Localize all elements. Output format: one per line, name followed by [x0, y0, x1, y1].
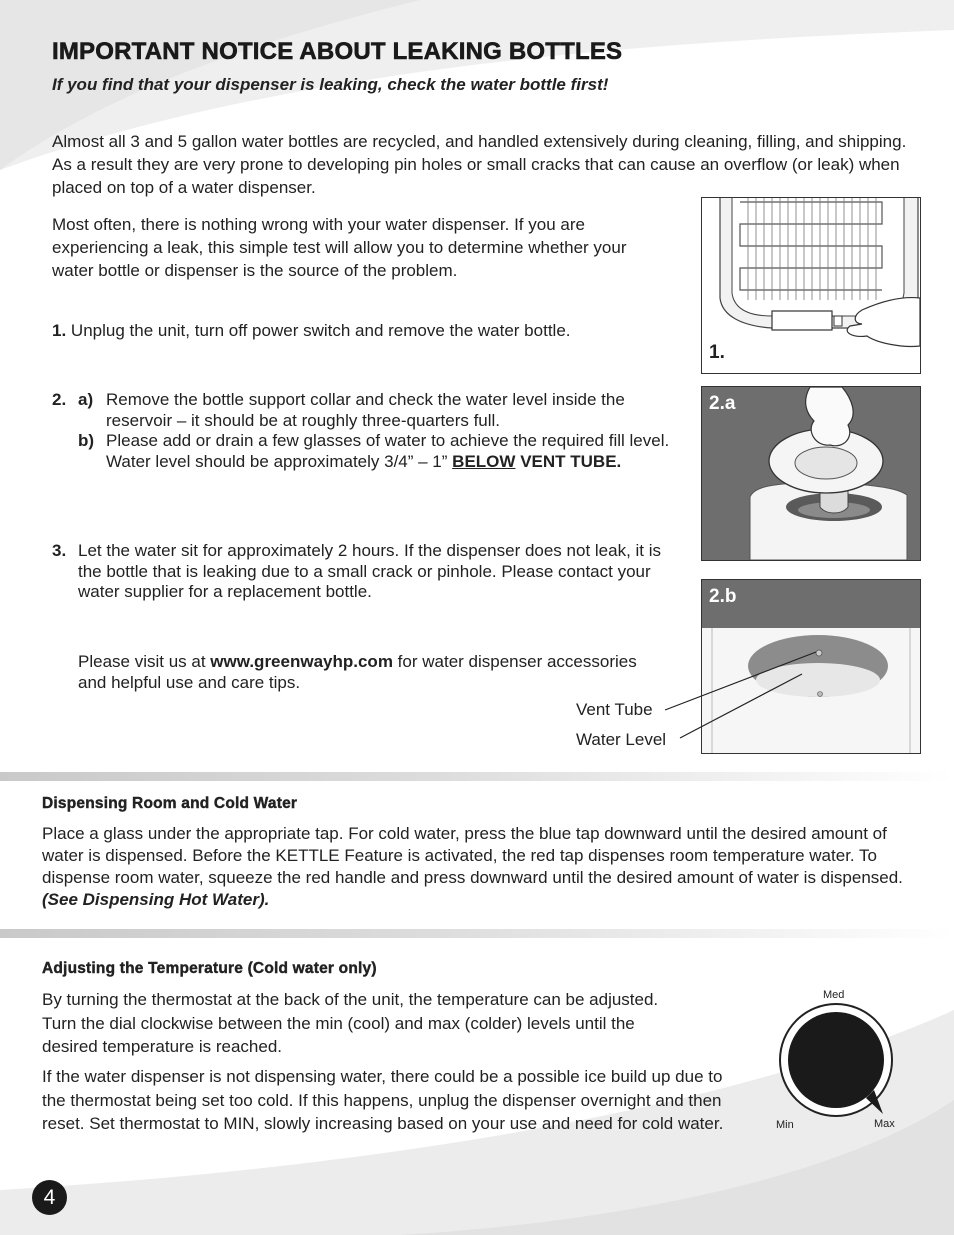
figure-2a-label: 2.a: [709, 393, 736, 414]
figure-2a-remove-collar: [701, 386, 921, 561]
page-title: IMPORTANT NOTICE ABOUT LEAKING BOTTLES: [52, 38, 623, 65]
step-3-number: 3.: [52, 541, 67, 560]
step-2-number: 2.: [52, 390, 67, 409]
step-1-text: Unplug the unit, turn off power switch and remove the water bottle.: [70, 321, 571, 340]
intro-paragraph: Almost all 3 and 5 gallon water bottles are recycled, and handled extensively during cleaning, filling, and shipping. As a result they are very prone to developing pin holes or small cracks that can cause an overflow (or leak) when placed on top of a water dispenser.: [52, 132, 907, 197]
dial-max-label: Max: [874, 1118, 895, 1130]
page-number: 4: [32, 1180, 67, 1215]
step-2b-label: b): [78, 431, 95, 450]
step-2a-text: Remove the bottle support collar and check the water level inside the reservoir – it should be at roughly three-quarters full.: [106, 390, 625, 430]
step-2b-text: Please add or drain a few glasses of water to achieve the required fill level. Water level should be approximately 3/4” – 1” BELOW VENT TUBE.: [106, 431, 670, 471]
callout-lines: [660, 640, 830, 750]
vent-tube-emphasis: VENT TUBE.: [520, 451, 622, 471]
step-1-number: 1.: [52, 321, 67, 340]
step-3-text: Let the water sit for approximately 2 hours. If the dispenser does not leak, it is the bottle that is leaking due to a small crack or pinhole. Please contact your water supplier for a replacement bottle.: [78, 541, 662, 601]
dispensing-body: Place a glass under the appropriate tap. For cold water, press the blue tap downward until the desired amount of water is dispensed. Before the KETTLE Feature is activated, the red tap dispenses room temperature water. To dispense room water, squeeze the red handle and press downward until the desired amount of water is dispensed. (See Dispensing Hot Water).: [42, 824, 903, 909]
page-subtitle: If you find that your dispenser is leaking, check the water bottle first!: [52, 75, 609, 94]
vent-tube-callout: Vent Tube: [576, 700, 653, 719]
figure-1-unplug: [701, 197, 921, 374]
adjusting-para-1: By turning the thermostat at the back of the unit, the temperature can be adjusted. Turn the dial clockwise between the min (cool) and max (colder) levels until the desired temperature is reached.: [42, 990, 659, 1056]
figure-2b-label: 2.b: [709, 586, 737, 607]
dial-med-label: Med: [823, 989, 845, 1001]
section-divider-2: [0, 929, 954, 938]
water-level-callout: Water Level: [576, 730, 667, 749]
dial-min-label: Min: [776, 1119, 794, 1131]
step-2a-label: a): [78, 390, 94, 409]
dispenser-back-illustration: [702, 198, 920, 373]
thermostat-dial: [770, 1000, 910, 1125]
website-link[interactable]: www.greenwayhp.com: [210, 652, 393, 671]
section-divider-1: [0, 772, 954, 781]
adjusting-heading: Adjusting the Temperature (Cold water only): [42, 960, 377, 977]
below-emphasis: BELOW: [452, 451, 516, 471]
test-intro-paragraph: Most often, there is nothing wrong with your water dispenser. If you are experiencing a leak, this simple test will allow you to determine whether your water bottle or dispenser is the source of the problem.: [52, 215, 627, 280]
see-hot-water-reference: (See Dispensing Hot Water).: [42, 890, 270, 909]
step-1: [52, 319, 672, 342]
adjusting-para-2: If the water dispenser is not dispensing water, there could be a possible ice build up due to the thermostat being set too cold. If this happens, unplug the dispenser overnight and then reset. Set thermostat to MIN, slowly increasing based on your use and need for cold water.: [42, 1067, 724, 1133]
figure-1-label: 1.: [709, 342, 725, 363]
visit-paragraph: Please visit us at www.greenwayhp.com for water dispenser accessories and helpful use and care tips.: [78, 652, 637, 692]
dispensing-heading: Dispensing Room and Cold Water: [42, 795, 298, 812]
